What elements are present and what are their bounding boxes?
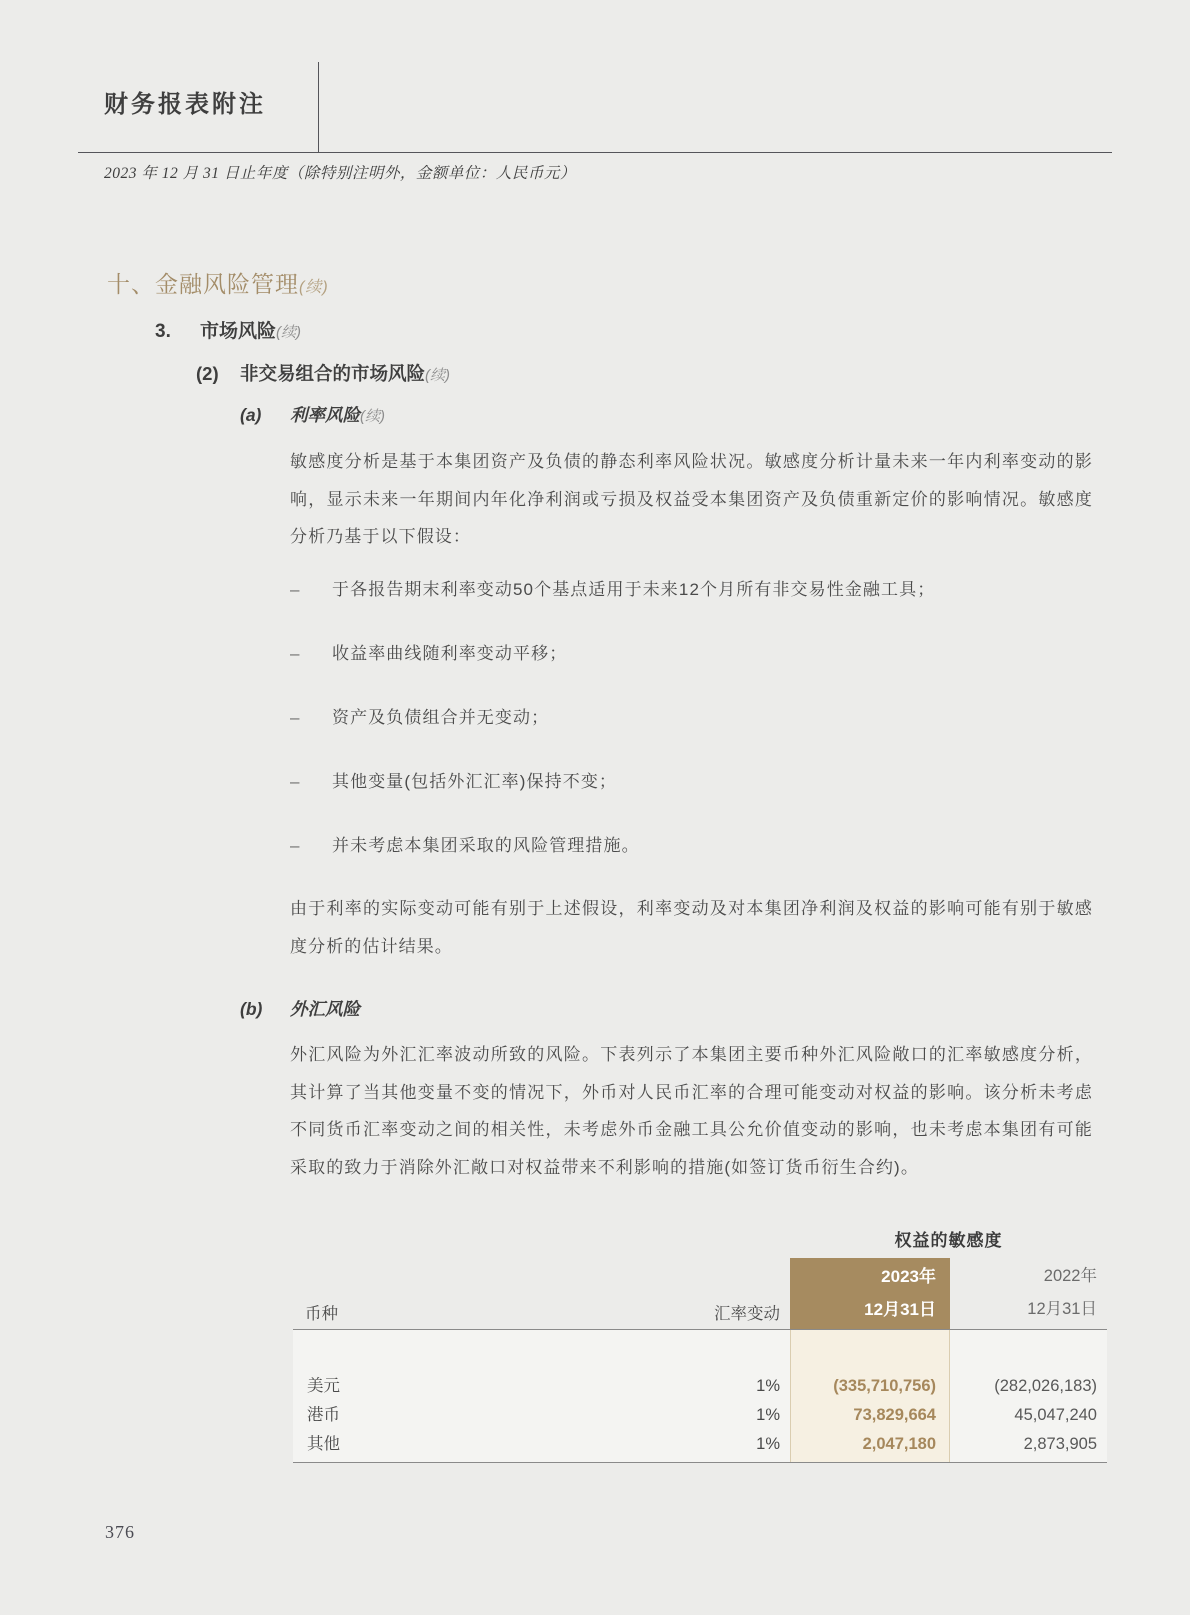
bullet-dash: – [290, 580, 301, 599]
table-bottom-rule [293, 1462, 1107, 1463]
cell-rate-change: 1% [756, 1406, 780, 1424]
cell-value-2023: (335,710,756) [833, 1377, 936, 1395]
column-header-2023 [790, 1258, 950, 1329]
section-heading-level2-continued: (续) [276, 324, 302, 341]
cell-currency: 美元 [307, 1377, 340, 1395]
list-item-text: 并未考虑本集团采取的风险管理措施。 [332, 836, 640, 855]
section-heading-interest-rate-risk [240, 402, 385, 427]
header-vertical-divider [318, 62, 319, 153]
section-heading-level1 [107, 266, 329, 299]
cell-value-2022: 45,047,240 [1014, 1406, 1097, 1424]
bullet-dash: – [290, 644, 301, 663]
list-item [290, 643, 1093, 665]
list-item-text: 收益率曲线随利率变动平移； [332, 644, 568, 663]
section-heading-interest-rate-risk-label: 利率风险 [290, 405, 360, 425]
cell-value-2023: 73,829,664 [853, 1406, 936, 1424]
section-heading-level3 [196, 360, 450, 386]
table-row [293, 1372, 1107, 1401]
section-heading-level3-label: 非交易组合的市场风险 [240, 363, 426, 384]
bullet-dash: – [290, 708, 301, 727]
paragraph-assumption-note: 由于利率的实际变动可能有别于上述假设，利率变动及对本集团净利润及权益的影响可能有别于敏感度分析的估计结果。 [290, 899, 1093, 956]
list-item-text: 资产及负债组合并无变动； [332, 708, 550, 727]
cell-currency: 港币 [307, 1406, 340, 1424]
column-header-2022-year: 2022年 [1043, 1267, 1097, 1285]
section-heading-fx-risk [240, 996, 360, 1021]
section-heading-level2 [155, 316, 301, 343]
column-header-rate-change: 汇率变动 [714, 1305, 780, 1323]
list-item [290, 707, 1093, 729]
column-header-2023-date: 12月31日 [864, 1300, 936, 1319]
list-item-text: 于各报告期末利率变动50个基点适用于未来12个月所有非交易性金融工具； [332, 580, 936, 599]
paragraph-sensitivity-intro: 敏感度分析是基于本集团资产及负债的静态利率风险状况。敏感度分析计量未来一年内利率变动的影响，显示未来一年期间内年化净利润或亏损及权益受本集团资产及负债重新定价的影响情况。敏感度分析乃基于以下假设： [290, 452, 1093, 546]
column-header-2022 [950, 1258, 1107, 1329]
bullet-dash: – [290, 772, 301, 791]
bullet-dash: – [290, 836, 301, 855]
table-row [293, 1401, 1107, 1430]
section-heading-level3-number: (2) [196, 363, 219, 384]
cell-currency: 其他 [307, 1435, 340, 1453]
section-heading-fx-risk-label: 外汇风险 [290, 999, 360, 1019]
table-caption: 权益的敏感度 [894, 1231, 1003, 1250]
section-heading-fx-risk-number: (b) [240, 999, 263, 1019]
fx-sensitivity-table [293, 1226, 1107, 1466]
cell-rate-change: 1% [756, 1377, 780, 1395]
section-heading-level2-number: 3. [155, 321, 171, 342]
cell-rate-change: 1% [756, 1435, 780, 1453]
table-row [293, 1430, 1107, 1459]
section-heading-level3-continued: (续) [425, 367, 451, 384]
section-heading-interest-rate-risk-continued: (续) [360, 408, 385, 425]
section-heading-level2-label: 市场风险 [200, 321, 277, 342]
section-heading-level1-label: 十、金融风险管理 [107, 271, 299, 297]
paragraph-fx-intro: 外汇风险为外汇汇率波动所致的风险。下表列示了本集团主要币种外汇风险敞口的汇率敏感度分析，其计算了当其他变量不变的情况下，外币对人民币汇率的合理可能变动对权益的影响。该分析未考虑不同货币汇率变动之间的相关性，未考虑外币金融工具公允价值变动的影响，也未考虑本集团有可能采取的致力于消除外汇敞口对权益带来不利影响的措施(如签订货币衍生合约)。 [290, 1045, 1093, 1177]
page-subtitle: 2023 年 12 月 31 日止年度（除特别注明外，金额单位：人民币元） [104, 165, 576, 182]
list-item [290, 579, 1093, 601]
header-horizontal-rule [78, 152, 1112, 153]
assumption-list [290, 579, 1093, 899]
cell-value-2023: 2,047,180 [862, 1435, 936, 1453]
column-header-currency: 币种 [305, 1305, 338, 1323]
cell-value-2022: 2,873,905 [1023, 1435, 1097, 1453]
column-header-2022-date: 12月31日 [1027, 1300, 1097, 1318]
section-heading-level1-continued: (续) [299, 279, 329, 296]
section-heading-interest-rate-risk-number: (a) [240, 405, 262, 425]
list-item [290, 835, 1093, 857]
list-item-text: 其他变量(包括外汇汇率)保持不变； [332, 772, 618, 791]
page-title: 财务报表附注 [104, 92, 266, 118]
page-number: 376 [105, 1522, 135, 1542]
cell-value-2022: (282,026,183) [994, 1377, 1097, 1395]
list-item [290, 771, 1093, 793]
column-header-2023-year: 2023年 [881, 1267, 936, 1286]
